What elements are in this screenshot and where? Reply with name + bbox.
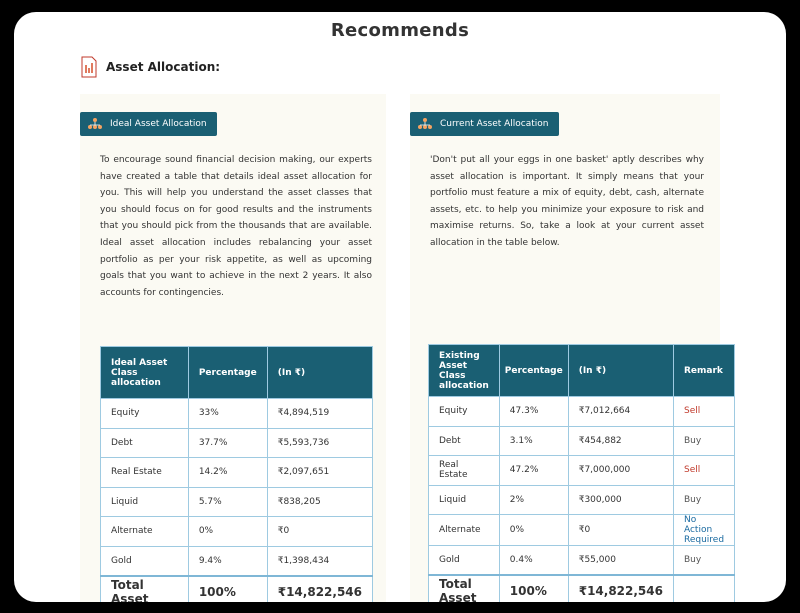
table-cell: Liquid — [101, 487, 189, 517]
table-row — [429, 485, 735, 515]
table-total-row — [101, 576, 373, 603]
table-header: Ideal Asset Class allocation — [101, 347, 189, 399]
section-heading-label: Asset Allocation: — [106, 60, 221, 74]
table-cell: Debt — [101, 428, 189, 458]
table-row — [101, 458, 373, 488]
table-row — [429, 397, 735, 427]
remark-cell: No Action Required — [673, 515, 734, 546]
table-cell: ₹2,097,651 — [267, 458, 372, 488]
table-header: Existing Asset Class allocation — [429, 345, 500, 397]
table-cell: 0.4% — [499, 546, 568, 576]
table-cell: ₹1,398,434 — [267, 546, 372, 576]
table-cell: Equity — [429, 397, 500, 427]
table-header: Percentage — [188, 347, 267, 399]
table-cell: 47.2% — [499, 456, 568, 486]
ideal-allocation-panel — [80, 94, 386, 602]
table-cell: ₹7,012,664 — [568, 397, 673, 427]
ideal-allocation-text: To encourage sound financial decision making, our experts have created a table that details ideal asset allocation for you. This will help you understand the asset classes that you should focus on for good results and the instruments that you should pick from the thousands that are available. Ideal asset allocation includes rebalancing your asset portfolio as per your risk appetite, as well as upcoming goals that you want to achieve in the next 2 years. It also accounts for contingencies. — [100, 155, 372, 298]
total-label: Total Asset — [101, 576, 189, 603]
table-total-row — [429, 575, 735, 602]
table-cell: 37.7% — [188, 428, 267, 458]
table-cell: ₹454,882 — [568, 426, 673, 456]
table-header: (In ₹) — [568, 345, 673, 397]
table-cell: Gold — [429, 546, 500, 576]
table-header: Remark — [673, 345, 734, 397]
hierarchy-icon — [418, 118, 432, 130]
table-row — [101, 546, 373, 576]
total-amount: ₹14,822,546 — [267, 576, 372, 603]
report-page — [14, 12, 786, 602]
table-cell: ₹55,000 — [568, 546, 673, 576]
current-allocation-table — [428, 344, 735, 602]
table-cell: 47.3% — [499, 397, 568, 427]
table-cell: 3.1% — [499, 426, 568, 456]
total-label: Total Asset — [429, 575, 500, 602]
table-cell: 33% — [188, 399, 267, 429]
remark-cell: Buy — [673, 485, 734, 515]
current-allocation-text: 'Don't put all your eggs in one basket' aptly describes why asset allocation is important. It simply means that your portfolio must feature a mix of equity, debt, cash, alternate assets, etc. to help you minimize your exposure to risk and maximise returns. So, take a look at your current asset allocation in the table below. — [430, 155, 704, 248]
table-cell: Alternate — [101, 517, 189, 547]
table-row — [429, 546, 735, 576]
total-percentage: 100% — [499, 575, 568, 602]
table-cell: ₹0 — [267, 517, 372, 547]
table-row — [429, 515, 735, 546]
table-cell: 14.2% — [188, 458, 267, 488]
remark-cell: Buy — [673, 426, 734, 456]
ideal-allocation-table — [100, 346, 373, 602]
table-cell: ₹838,205 — [267, 487, 372, 517]
total-amount: ₹14,822,546 — [568, 575, 673, 602]
table-row — [101, 517, 373, 547]
table-header: Percentage — [499, 345, 568, 397]
table-header: (In ₹) — [267, 347, 372, 399]
table-row — [101, 487, 373, 517]
total-percentage: 100% — [188, 576, 267, 603]
remark-cell: Sell — [673, 397, 734, 427]
table-cell: 0% — [499, 515, 568, 546]
current-allocation-tag — [410, 112, 559, 136]
table-cell: Equity — [101, 399, 189, 429]
hierarchy-icon — [88, 118, 102, 130]
table-cell: 5.7% — [188, 487, 267, 517]
table-cell: ₹0 — [568, 515, 673, 546]
table-row — [101, 428, 373, 458]
remark-cell: Sell — [673, 456, 734, 486]
current-allocation-tag-label: Current Asset Allocation — [440, 119, 549, 129]
table-cell: Gold — [101, 546, 189, 576]
ideal-allocation-tag-label: Ideal Asset Allocation — [110, 119, 207, 129]
remark-cell: Buy — [673, 546, 734, 576]
table-cell: 9.4% — [188, 546, 267, 576]
table-cell: 0% — [188, 517, 267, 547]
table-cell: ₹7,000,000 — [568, 456, 673, 486]
table-cell: ₹5,593,736 — [267, 428, 372, 458]
table-cell: 2% — [499, 485, 568, 515]
document-chart-icon — [80, 56, 98, 78]
table-row — [101, 399, 373, 429]
table-cell: Real Estate — [101, 458, 189, 488]
table-cell: Real Estate — [429, 456, 500, 486]
section-heading — [80, 56, 220, 78]
current-allocation-panel — [410, 94, 725, 602]
ideal-allocation-tag — [80, 112, 217, 136]
table-cell: ₹4,894,519 — [267, 399, 372, 429]
table-cell: Debt — [429, 426, 500, 456]
total-remark — [673, 575, 734, 602]
table-cell: Liquid — [429, 485, 500, 515]
table-row — [429, 456, 735, 486]
table-cell: ₹300,000 — [568, 485, 673, 515]
table-row — [429, 426, 735, 456]
page-title: Recommends — [330, 20, 470, 41]
table-cell: Alternate — [429, 515, 500, 546]
